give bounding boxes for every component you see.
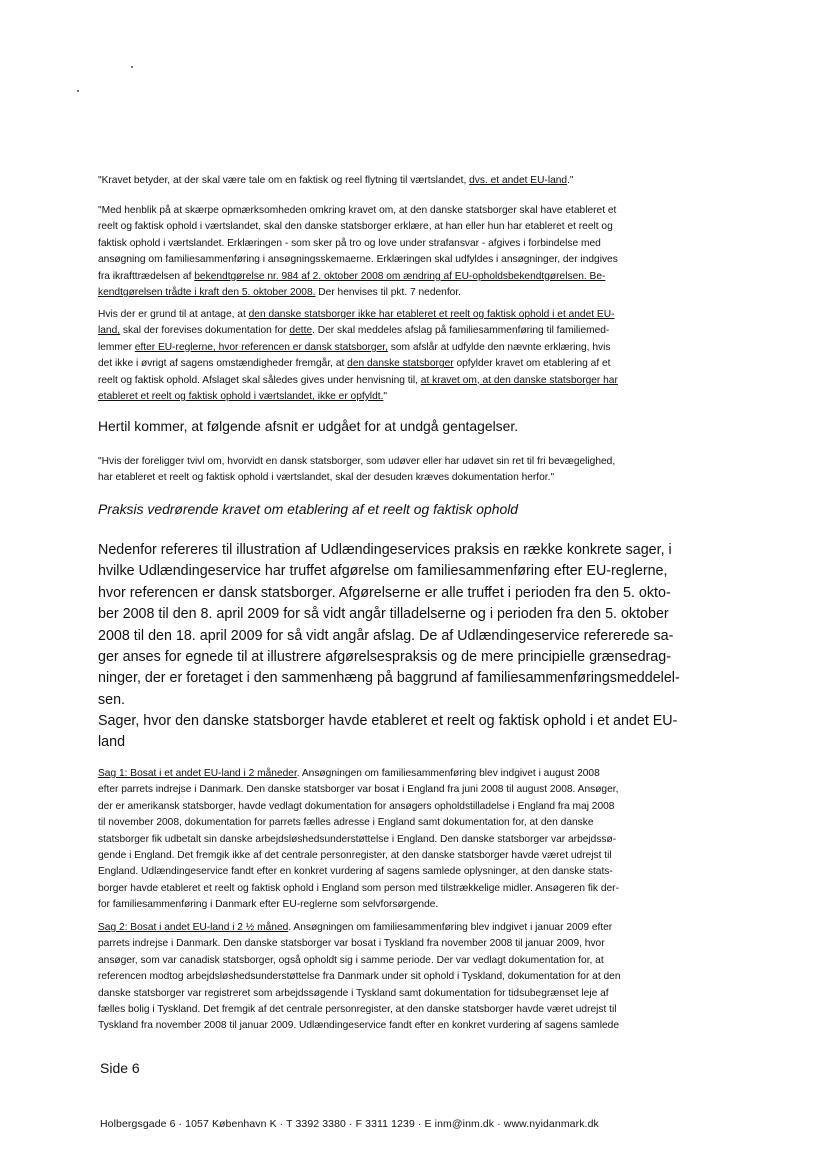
section-heading: Praksis vedrørende kravet om etablering af et reelt og faktisk ophold — [98, 501, 519, 517]
quote-tvivl: "Hvis der foreligger tvivl om, hvorvidt en dansk statsborger, som udøver eller har udøvet sin ret til fri bevægelighed, har etableret et reelt og faktisk ophold i værtslandet, skal der desuden kræves dokumentation herfor." — [98, 456, 616, 484]
quote-flytning: "Kravet betyder, at der skal være tale om en faktisk og reel flytning til værtslandet, dvs. et andet EU-land." — [98, 175, 574, 186]
case-2: Sag 2: Bosat i andet EU-land i 2 ½ måned. Ansøgningen om familiesammenføring blev indgivet i januar 2009 efter parrets indrejse i Danmark. Den danske statsborger var bosat i Tyskland fra november 2008 til januar 2009, hvor ansøger, som var canadisk statsborger, også opholdt sig i samme periode. Der var vedlagt dokumentation for, at referencen modtog arbejdsløshedsunderstøttelse fra Danmark under sit ophold i Tyskland, dokumentation for at den danske statsborger var registreret som arbejdssøgende i Tyskland samt dokumentation for tidsubegrænset leje af fælles bolig i Tyskland. Det fremgik af det centrale personregister, at den danske statsborger havde været udrejst til Tyskland fra november 2008 til januar 2009. Udlændingeservice fandt efter en konkret vurdering af sagens samlede — [98, 922, 621, 1032]
case-1: Sag 1: Bosat i et andet EU-land i 2 måneder. Ansøgningen om familiesammenføring blev indgivet i august 2008 efter parrets indrejse i Danmark. Den danske statsborger var bosat i England fra juni 2008 til august 2008. Ansøger, der er amerikansk statsborger, havde vedlagt dokumentation for ansøgers opholdstilladelse i England fra maj 2008 til november 2008, dokumentation for parrets fælles adresse i England samt dokumentation for, at den danske statsborger fik udbetalt sin danske arbejdsløshedsunderstøttelse i England. Den danske statsborger var arbejdssø- gende i England. Det fremgik ikke af det centrale personregister, at den danske statsborger havde været udrejst til England. Udlændingeservice fandt efter en konkret vurdering af sagens samlede oplysninger, at den danske stats- borger havde etableret et reelt og faktisk ophold i England som person med tilstrækkelige midler. Ansøgeren fik der- for familiesammenføring i Danmark efter EU-reglerne som selvforsørgende. — [98, 768, 619, 911]
subheading: Sager, hvor den danske statsborger havde etableret et reelt og faktisk ophold i et andet EU- land — [98, 713, 678, 751]
scan-speck — [77, 90, 79, 92]
omission-note: Hertil kommer, at følgende afsnit er udgået for at undgå gentagelser. — [98, 418, 519, 434]
case-1-title: Sag 1: Bosat i et andet EU-land i 2 måneder — [98, 768, 297, 779]
footer-contact: Holbergsgade 6 · 1057 København K · T 3392 3380 · F 3311 1239 · E inm@inm.dk · www.nyidanmark.dk — [100, 1118, 599, 1130]
case-2-title: Sag 2: Bosat i andet EU-land i 2 ½ måned — [98, 922, 289, 933]
intro-paragraph: Nedenfor refereres til illustration af Udlændingeservices praksis en række konkrete sager, i hvilke Udlændingeservice har truffet afgørelse om familiesammenføring efter EU-reglerne, hvor referencen er dansk statsborger. Afgørelserne er alle truffet i perioden fra den 5. okto- ber 2008 til den 8. april 2009 for så vidt angår tilladelserne og i perioden fra den 5. oktober 2008 til den 18. april 2009 for så vidt angår afslag. De af Udlændingeservice refererede sa- ger anses for egnede til at illustrere afgørelsespraksis og de mere principielle grænsedrag- ninger, der er foretaget i den sammenhæng på baggrund af familiesammenføringsmeddelel- sen. — [98, 542, 680, 708]
quote-erklaering: "Med henblik på at skærpe opmærksomheden omkring kravet om, at den danske statsborger skal have etableret et reelt og faktisk ophold i værtslandet, skal den danske statsborger erklære, at han eller hun har etableret et reelt og faktisk ophold i værtslandet. Erklæringen - som sker på tro og love under strafansvar - afgives i forbindelse med ansøgning om familiesammenføring i ansøgningsskemaerne. Erklæringen skal udfyldes i ansøgninger, der indgives fra ikrafttrædelsen af bekendtgørelse nr. 984 af 2. oktober 2008 om ændring af EU-opholdsbekendtgørelsen. Be- kendtgørelsen trådte i kraft den 5. oktober 2008. Der henvises til pkt. 7 nedenfor. — [98, 205, 618, 299]
page-number: Side 6 — [100, 1060, 140, 1076]
quote-afslag: Hvis der er grund til at antage, at den danske statsborger ikke har etableret et reelt og faktisk ophold i et andet EU- land, skal der forevises dokumentation for dette. Der skal meddeles afslag på familiesammenføring til familiemed- lemmer efter EU-reglerne, hvor referencen er dansk statsborger, som afslår at udfylde den nævnte erklæring, hvis det ikke i øvrigt af sagens omstændigheder fremgår, at den danske statsborger opfylder kravet om etablering af et reelt og faktisk ophold. Afslaget skal således gives under henvisning til, at kravet om, at den danske statsborger har etableret et reelt og faktisk ophold i værtslandet, ikke er opfyldt." — [98, 309, 618, 403]
scan-speck — [131, 66, 133, 68]
